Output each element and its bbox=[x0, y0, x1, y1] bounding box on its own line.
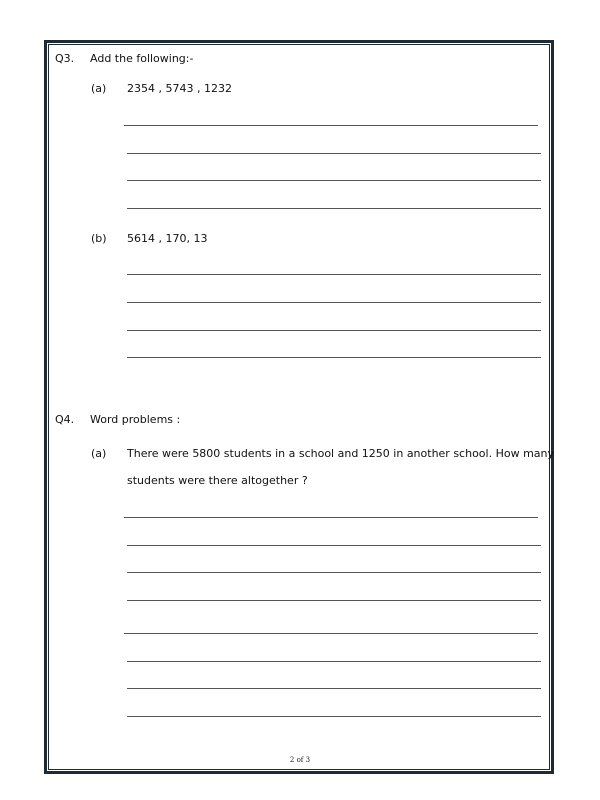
q4-a-label: (a) bbox=[91, 447, 107, 460]
q4-number: Q4. bbox=[55, 413, 75, 426]
answer-line bbox=[127, 716, 541, 717]
answer-line bbox=[127, 688, 541, 689]
answer-line bbox=[127, 572, 541, 573]
answer-line bbox=[127, 180, 541, 181]
answer-line bbox=[127, 545, 541, 546]
answer-line bbox=[127, 357, 541, 358]
q3-a-text: 2354 , 5743 , 1232 bbox=[127, 82, 232, 95]
answer-line bbox=[127, 600, 541, 601]
q4-title: Word problems : bbox=[90, 413, 181, 426]
answer-line bbox=[127, 153, 541, 154]
answer-line bbox=[127, 661, 541, 662]
answer-line bbox=[124, 125, 538, 126]
q4-a-line2: students were there altogether ? bbox=[127, 474, 308, 487]
q3-number: Q3. bbox=[55, 52, 75, 65]
answer-line bbox=[124, 517, 538, 518]
answer-line bbox=[127, 302, 541, 303]
q3-b-label: (b) bbox=[91, 232, 107, 245]
answer-line bbox=[127, 208, 541, 209]
page-number: 2 of 3 bbox=[289, 756, 311, 764]
answer-line bbox=[127, 274, 541, 275]
q3-b-text: 5614 , 170, 13 bbox=[127, 232, 208, 245]
q4-a-line1: There were 5800 students in a school and 1250 in another school. How many bbox=[127, 447, 555, 460]
answer-line bbox=[124, 633, 538, 634]
q3-a-label: (a) bbox=[91, 82, 107, 95]
q3-title: Add the following:- bbox=[90, 52, 194, 65]
answer-line bbox=[127, 330, 541, 331]
